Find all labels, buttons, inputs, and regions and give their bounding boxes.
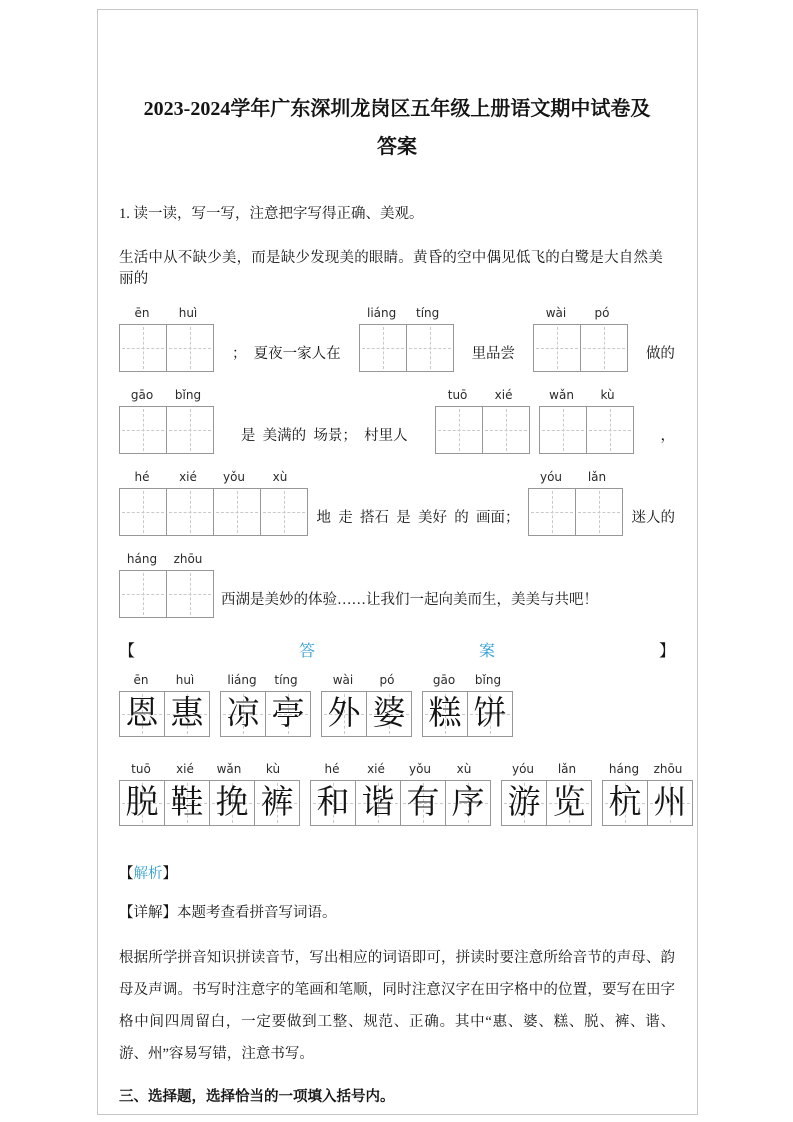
detail-line — [119, 898, 675, 928]
blank-writing-cell — [406, 324, 454, 372]
answer-cell — [310, 780, 356, 826]
blank-writing-cell — [260, 488, 308, 536]
pinyin-grid-group — [359, 306, 454, 372]
answer-label-char-2: 案 — [478, 643, 495, 660]
pinyin-label: zhōu — [173, 552, 203, 566]
pinyin-label: huì — [175, 673, 195, 687]
answer-character: 鞋 — [170, 784, 204, 821]
answer-cell — [164, 691, 210, 737]
pinyin-row — [501, 762, 592, 778]
writing-cells — [539, 406, 634, 454]
blank-writing-cell — [166, 406, 214, 454]
pinyin-label: hé — [324, 762, 340, 776]
answer-character: 惠 — [170, 695, 204, 732]
pinyin-label: pó — [594, 306, 610, 320]
answer-character: 杭 — [608, 784, 642, 821]
answer-open-bracket: 【 — [119, 643, 136, 660]
answer-cell — [220, 691, 266, 737]
answer-character: 凉 — [226, 695, 260, 732]
title-line-2: 答案 — [377, 136, 417, 158]
pinyin-label: yǒu — [222, 470, 246, 484]
answer-character: 外 — [327, 695, 361, 732]
pinyin-label: xù — [456, 762, 472, 776]
pinyin-grid-group — [602, 762, 693, 826]
passage-text: 地 走 搭石 是 美好 的 画面； — [316, 510, 520, 526]
answer-close-bracket: 】 — [658, 643, 675, 660]
passage-text: 迷人的 — [631, 510, 675, 526]
pinyin-label: tíng — [274, 673, 298, 687]
pinyin-row — [119, 306, 214, 322]
pinyin-label: yǒu — [408, 762, 432, 776]
writing-cells — [602, 780, 693, 826]
pinyin-label: yóu — [511, 762, 535, 776]
pinyin-label: gāo — [432, 673, 456, 687]
pinyin-grid-group — [119, 673, 210, 737]
writing-cells — [435, 406, 530, 454]
answer-character: 亭 — [271, 695, 305, 732]
blank-writing-cell — [359, 324, 407, 372]
fill-blank-row — [119, 388, 675, 454]
pinyin-grid-group — [119, 306, 214, 372]
pinyin-label: gāo — [130, 388, 154, 402]
grid-pair — [435, 388, 634, 454]
pinyin-row — [119, 762, 300, 778]
blank-writing-cell — [528, 488, 576, 536]
pinyin-label: kù — [265, 762, 281, 776]
pinyin-grid-group — [119, 388, 214, 454]
pinyin-label: xù — [272, 470, 288, 484]
blank-writing-cell — [166, 324, 214, 372]
writing-cells — [119, 780, 300, 826]
pinyin-grid-group — [539, 388, 634, 454]
pinyin-label: liáng — [227, 673, 257, 687]
answer-character: 序 — [451, 784, 485, 821]
pinyin-row — [119, 552, 214, 568]
blank-writing-cell — [166, 488, 214, 536]
pinyin-row — [435, 388, 530, 404]
fill-blank-row — [119, 306, 675, 372]
page-content — [119, 0, 687, 1120]
answer-label-char-1: 答 — [298, 643, 315, 660]
pinyin-grid-group — [119, 470, 308, 536]
pinyin-row — [310, 762, 491, 778]
answer-character: 有 — [406, 784, 440, 821]
answer-grid-row — [119, 762, 687, 826]
pinyin-label: xié — [179, 470, 197, 484]
pinyin-row — [119, 388, 214, 404]
pinyin-label: pó — [379, 673, 395, 687]
writing-cells — [528, 488, 623, 536]
answer-cell — [400, 780, 446, 826]
pinyin-label: ēn — [133, 673, 149, 687]
analysis-open-bracket: 【 — [119, 866, 134, 882]
pinyin-label: ēn — [134, 306, 150, 320]
answer-character: 恩 — [125, 695, 159, 732]
answer-character: 挽 — [215, 784, 249, 821]
answer-cell — [467, 691, 513, 737]
pinyin-label: lǎn — [587, 470, 607, 484]
blank-writing-cell — [586, 406, 634, 454]
blank-writing-cell — [575, 488, 623, 536]
pinyin-label: wǎn — [549, 388, 574, 402]
writing-cells — [119, 691, 210, 737]
answer-character: 和 — [316, 784, 350, 821]
blank-writing-cell — [580, 324, 628, 372]
pinyin-label: kù — [600, 388, 615, 402]
pinyin-label: háng — [126, 552, 158, 566]
section-three-heading: 三、选择题，选择恰当的一项填入括号内。 — [119, 1088, 395, 1105]
pinyin-grid-group — [422, 673, 513, 737]
writing-cells — [321, 691, 412, 737]
passage-text: ， — [660, 428, 675, 444]
answer-character: 糕 — [428, 695, 462, 732]
pinyin-label: wài — [545, 306, 567, 320]
answer-cell — [366, 691, 412, 737]
fill-blank-row — [119, 552, 675, 618]
passage-text: 里品尝 — [471, 346, 516, 362]
blank-writing-cell — [539, 406, 587, 454]
question-1-prompt: 1. 读一读，写一写，注意把字写得正确、美观。 — [119, 206, 424, 222]
pinyin-row — [220, 673, 311, 689]
writing-cells — [119, 324, 214, 372]
blank-writing-cell — [166, 570, 214, 618]
pinyin-row — [528, 470, 623, 486]
answer-grid-row — [119, 673, 675, 737]
answer-cell — [265, 691, 311, 737]
answer-character: 游 — [507, 784, 541, 821]
analysis-paragraph: 根据所学拼音知识拼读音节，写出相应的词语即可，拼读时要注意所给音节的声母、韵母及声调。书写时注意字的笔画和笔顺，同时注意汉字在田字格中的位置，要写在田字格中间四周留白，一定要做到工整、规范、正确。其中“惠、婆、糕、脱、裤、谐、游、州”容易写错，注意书写。 — [119, 950, 675, 1062]
passage-text: 是 美满的 场景； 村里人 — [240, 428, 408, 444]
answer-character: 饼 — [473, 695, 507, 732]
pinyin-grid-group — [220, 673, 311, 737]
answer-cell — [254, 780, 300, 826]
answer-cell — [321, 691, 367, 737]
fill-blank-area — [119, 306, 675, 618]
writing-cells — [533, 324, 628, 372]
answer-cell — [119, 780, 165, 826]
answer-cell — [355, 780, 401, 826]
answer-cell — [602, 780, 648, 826]
pinyin-label: tíng — [415, 306, 440, 320]
writing-cells — [119, 570, 214, 618]
writing-cells — [119, 406, 214, 454]
pinyin-grid-group — [435, 388, 530, 454]
answer-cell — [546, 780, 592, 826]
title-line-1: 2023-2024学年广东深圳龙岗区五年级上册语文期中试卷及 — [143, 98, 651, 120]
pinyin-label: lǎn — [557, 762, 577, 776]
pinyin-label: yóu — [539, 470, 563, 484]
blank-writing-cell — [213, 488, 261, 536]
answer-character: 裤 — [260, 784, 294, 821]
blank-writing-cell — [435, 406, 483, 454]
analysis-label: 解析 — [133, 866, 163, 882]
passage-text: 做的 — [645, 346, 675, 362]
passage-text: ； 夏夜一家人在 — [231, 346, 341, 362]
pinyin-grid-group — [119, 762, 300, 826]
answer-cell — [647, 780, 693, 826]
blank-writing-cell — [119, 570, 167, 618]
pinyin-row — [422, 673, 513, 689]
pinyin-label: bǐng — [474, 673, 502, 687]
pinyin-label: zhōu — [653, 762, 683, 776]
blank-writing-cell — [482, 406, 530, 454]
writing-cells — [422, 691, 513, 737]
writing-cells — [359, 324, 454, 372]
pinyin-grid-group — [501, 762, 592, 826]
analysis-close-bracket: 】 — [162, 866, 177, 882]
pinyin-row — [119, 470, 308, 486]
answer-grids — [119, 673, 687, 826]
passage-text: 西湖是美妙的体验……让我们一起向美而生，美美与共吧！ — [221, 592, 598, 608]
pinyin-label: hé — [134, 470, 150, 484]
detail-label: 【详解】 — [119, 904, 177, 921]
blank-writing-cell — [119, 488, 167, 536]
answer-character: 谐 — [361, 784, 395, 821]
writing-cells — [501, 780, 592, 826]
page-title — [119, 90, 675, 166]
writing-cells — [310, 780, 491, 826]
question-1-intro: 生活中从不缺少美，而是缺少发现美的眼睛。黄昏的空中偶见低飞的白鹭是大自然美丽的 — [119, 250, 663, 287]
answer-character: 州 — [653, 784, 687, 821]
pinyin-row — [533, 306, 628, 322]
answer-cell — [209, 780, 255, 826]
blank-writing-cell — [533, 324, 581, 372]
answer-cell — [445, 780, 491, 826]
blank-writing-cell — [119, 406, 167, 454]
pinyin-label: xié — [367, 762, 385, 776]
pinyin-grid-group — [310, 762, 491, 826]
pinyin-row — [359, 306, 454, 322]
pinyin-grid-group — [533, 306, 628, 372]
pinyin-grid-group — [119, 552, 214, 618]
pinyin-label: huì — [178, 306, 198, 320]
pinyin-label: tuō — [131, 762, 151, 776]
answer-character: 婆 — [372, 695, 406, 732]
pinyin-grid-group — [321, 673, 412, 737]
pinyin-row — [321, 673, 412, 689]
pinyin-label: xié — [176, 762, 194, 776]
pinyin-row — [602, 762, 693, 778]
analysis-header — [119, 862, 675, 883]
answer-cell — [501, 780, 547, 826]
pinyin-label: liáng — [367, 306, 397, 320]
detail-text: 本题考查看拼音写词语。 — [177, 904, 337, 921]
pinyin-label: háng — [608, 762, 640, 776]
pinyin-label: wǎn — [216, 762, 242, 776]
writing-cells — [119, 488, 308, 536]
writing-cells — [220, 691, 311, 737]
pinyin-grid-group — [528, 470, 623, 536]
answer-cell — [119, 691, 165, 737]
pinyin-label: bǐng — [174, 388, 202, 402]
answer-cell — [164, 780, 210, 826]
answer-character: 脱 — [125, 784, 159, 821]
answer-character: 览 — [552, 784, 586, 821]
blank-writing-cell — [119, 324, 167, 372]
pinyin-label: tuō — [447, 388, 468, 402]
pinyin-row — [119, 673, 210, 689]
pinyin-label: xié — [494, 388, 513, 402]
fill-blank-row — [119, 470, 675, 536]
answer-header — [119, 638, 675, 661]
answer-cell — [422, 691, 468, 737]
pinyin-label: wài — [332, 673, 354, 687]
pinyin-row — [539, 388, 634, 404]
